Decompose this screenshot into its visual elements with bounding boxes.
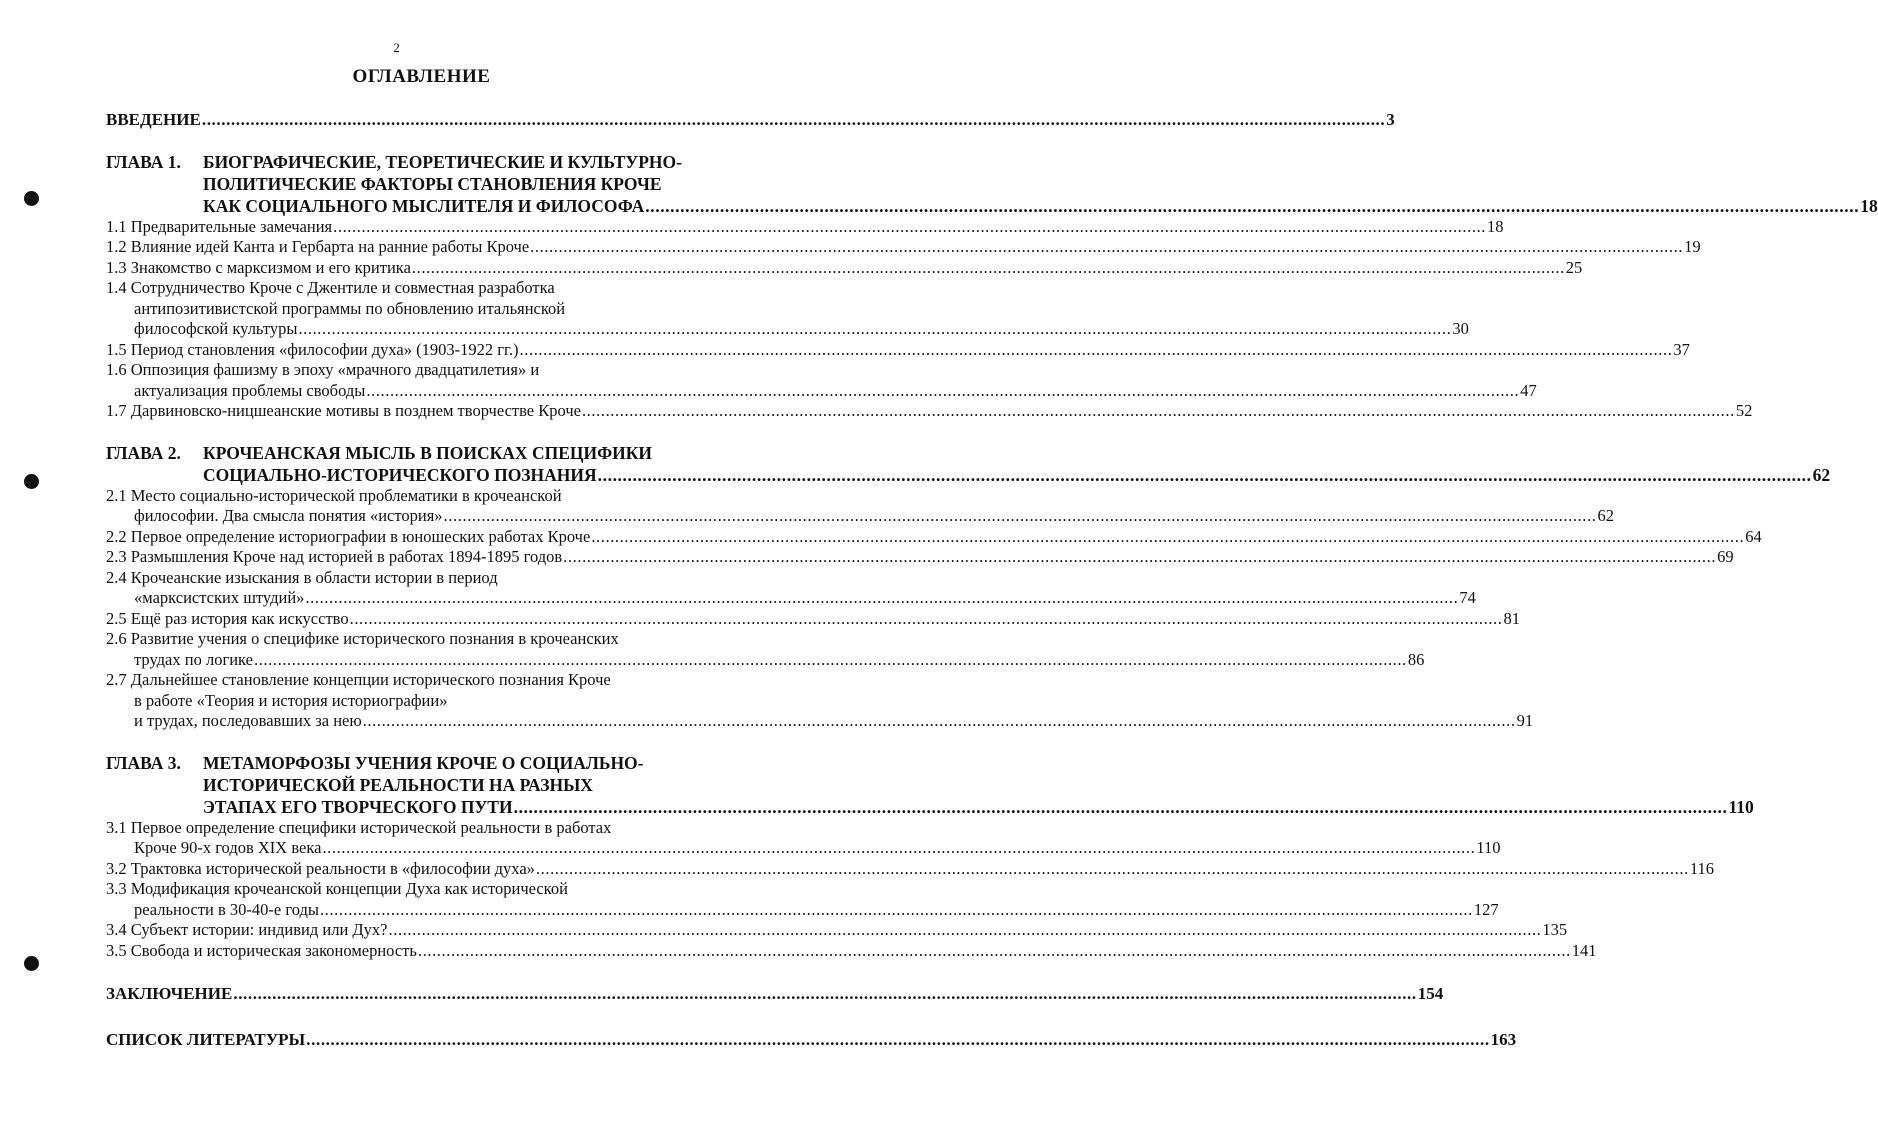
toc-entry-section-continued[interactable] bbox=[106, 506, 1614, 527]
table-of-contents bbox=[106, 110, 1878, 1051]
section-page: 19 bbox=[1684, 237, 1701, 256]
section-title: в работе «Теория и история историографии» bbox=[134, 690, 448, 710]
leader-dots bbox=[520, 340, 1673, 361]
toc-entry-section[interactable] bbox=[106, 629, 734, 650]
leader-dots bbox=[320, 900, 1473, 921]
leader-dots bbox=[563, 547, 1716, 568]
section-title: 1.1 Предварительные замечания bbox=[106, 216, 333, 236]
leader-dots bbox=[202, 110, 1385, 131]
chapter-page: 18 bbox=[1860, 195, 1878, 216]
chapter-heading[interactable] bbox=[106, 752, 1754, 818]
leader-dots bbox=[536, 859, 1689, 880]
toc-entry-section-continued[interactable] bbox=[106, 380, 1537, 402]
toc-entry-page: 163 bbox=[1490, 1030, 1517, 1049]
toc-entry-section-continued[interactable] bbox=[106, 649, 1425, 671]
section-title: 1.7 Дарвиновско-ницшеанские мотивы в позднем творчестве Кроче bbox=[106, 401, 581, 420]
toc-entry-section[interactable] bbox=[106, 858, 1714, 880]
section-title: 3.3 Модификация крочеанской концепции Духа как исторической bbox=[106, 879, 568, 898]
section-page: 37 bbox=[1673, 339, 1690, 359]
toc-entry-section[interactable] bbox=[106, 920, 1568, 941]
section-title: философии. Два смысла понятия «история» bbox=[134, 506, 443, 525]
section-title: трудах по логике bbox=[134, 649, 253, 669]
leader-dots bbox=[233, 983, 1416, 1005]
toc-entry-label: СПИСОК ЛИТЕРАТУРЫ bbox=[106, 1030, 306, 1049]
chapter-title-line: ЭТАПАХ ЕГО ТВОРЧЕСКОГО ПУТИ bbox=[203, 796, 513, 817]
section-title: 2.5 Ещё раз история как искусство bbox=[106, 608, 349, 628]
chapter-page: 110 bbox=[1728, 796, 1754, 817]
toc-entry-section-continued[interactable] bbox=[106, 899, 1499, 921]
section-title: 2.1 Место социально-исторической проблематики в крочеанской bbox=[106, 485, 562, 505]
section-page: 81 bbox=[1503, 608, 1520, 628]
toc-entry-section[interactable] bbox=[106, 547, 1734, 568]
leader-dots bbox=[254, 650, 1407, 671]
toc-chapter bbox=[106, 752, 1754, 962]
leader-dots bbox=[412, 258, 1565, 279]
section-title: актуализация проблемы свободы bbox=[134, 380, 366, 400]
toc-entry-section[interactable] bbox=[106, 879, 734, 900]
section-page: 30 bbox=[1452, 319, 1469, 338]
section-page: 69 bbox=[1717, 547, 1734, 566]
toc-entry-section-continued[interactable] bbox=[106, 588, 1476, 609]
toc-entry-section[interactable] bbox=[106, 360, 734, 381]
toc-entry-section[interactable] bbox=[106, 216, 1504, 238]
chapter-page: 62 bbox=[1812, 464, 1831, 485]
binder-hole-mark bbox=[24, 956, 39, 971]
section-title: 2.7 Дальнейшее становление концепции исторического познания Кроче bbox=[106, 670, 611, 689]
toc-entry-conclusion[interactable] bbox=[106, 983, 1444, 1005]
leader-dots bbox=[514, 796, 1728, 818]
toc-chapter bbox=[106, 151, 1878, 422]
leader-dots bbox=[305, 588, 1458, 609]
toc-entry-bibliography[interactable] bbox=[106, 1029, 1517, 1051]
toc-entry-section[interactable] bbox=[106, 940, 1597, 962]
section-page: 25 bbox=[1565, 257, 1583, 277]
section-title: философской культуры bbox=[134, 319, 298, 338]
section-title: 1.4 Сотрудничество Кроче с Джентиле и совместная разработка bbox=[106, 278, 555, 297]
section-title: 1.6 Оппозиция фашизму в эпоху «мрачного двадцатилетия» и bbox=[106, 360, 540, 379]
section-title: 1.5 Период становления «философии духа» (1903-1922 гг.) bbox=[106, 339, 519, 359]
section-title: 1.3 Знакомство с марксизмом и его критика bbox=[106, 257, 411, 277]
chapter-title-line: БИОГРАФИЧЕСКИЕ, ТЕОРЕТИЧЕСКИЕ И КУЛЬТУРНО- bbox=[203, 151, 682, 172]
toc-entry-section[interactable] bbox=[106, 526, 1762, 548]
chapter-title-line: ПОЛИТИЧЕСКИЕ ФАКТОРЫ СТАНОВЛЕНИЯ КРОЧЕ bbox=[203, 173, 662, 194]
toc-entry-label: ВВЕДЕНИЕ bbox=[106, 110, 201, 129]
leader-dots bbox=[598, 464, 1812, 486]
toc-entry-section-continued[interactable] bbox=[106, 711, 1534, 732]
section-title: Кроче 90-х годов XIX века bbox=[134, 838, 322, 857]
section-title: 3.1 Первое определение специфики исторической реальности в работах bbox=[106, 817, 612, 837]
section-page: 64 bbox=[1745, 526, 1762, 546]
leader-dots bbox=[298, 319, 1451, 340]
toc-entry-section[interactable] bbox=[106, 401, 1753, 422]
leader-dots bbox=[366, 381, 1519, 402]
section-title: 2.3 Размышления Кроче над историей в работах 1894-1895 годов bbox=[106, 547, 563, 566]
section-page: 62 bbox=[1597, 506, 1614, 525]
toc-entry-section[interactable] bbox=[106, 257, 1583, 279]
section-page: 86 bbox=[1407, 649, 1425, 669]
chapter-number: ГЛАВА 1. bbox=[106, 151, 181, 172]
chapter-title-line: КРОЧЕАНСКАЯ МЫСЛЬ В ПОИСКАХ СПЕЦИФИКИ bbox=[203, 442, 653, 463]
section-page: 141 bbox=[1571, 940, 1597, 960]
page-number: 2 bbox=[393, 40, 400, 55]
section-title: антипозитивистской программы по обновлению итальянской bbox=[134, 298, 566, 318]
toc-entry-section[interactable] bbox=[106, 486, 734, 507]
section-title: «марксистских штудий» bbox=[134, 588, 305, 607]
leader-dots bbox=[530, 237, 1683, 258]
toc-entry-introduction[interactable] bbox=[106, 110, 1395, 131]
section-page: 135 bbox=[1542, 920, 1568, 939]
section-page: 18 bbox=[1487, 216, 1504, 236]
toc-entry-section-continued[interactable] bbox=[106, 299, 734, 320]
leader-dots bbox=[306, 1029, 1489, 1051]
toc-entry-section[interactable] bbox=[106, 339, 1690, 361]
chapter-number: ГЛАВА 3. bbox=[106, 752, 181, 773]
toc-entry-page: 154 bbox=[1417, 984, 1444, 1003]
toc-entry-section[interactable] bbox=[106, 237, 1701, 258]
toc-chapter bbox=[106, 442, 1831, 732]
section-title: 2.2 Первое определение историографии в юношеских работах Кроче bbox=[106, 526, 591, 546]
toc-entry-section[interactable] bbox=[106, 278, 734, 299]
binder-hole-mark bbox=[24, 474, 39, 489]
toc-entry-section-continued[interactable] bbox=[106, 838, 1501, 859]
leader-dots bbox=[350, 609, 1503, 630]
section-page: 52 bbox=[1735, 401, 1753, 420]
page-title: ОГЛАВЛЕНИЕ bbox=[352, 66, 491, 87]
chapter-heading[interactable] bbox=[106, 151, 1878, 217]
toc-entry-section-continued[interactable] bbox=[106, 691, 734, 712]
toc-entry-section[interactable] bbox=[106, 608, 1520, 630]
leader-dots bbox=[333, 217, 1486, 238]
leader-dots bbox=[389, 920, 1542, 941]
toc-entry-section[interactable] bbox=[106, 670, 734, 691]
section-page: 127 bbox=[1473, 899, 1499, 919]
leader-dots bbox=[444, 506, 1597, 527]
section-title: и трудах, последовавших за нею bbox=[134, 711, 362, 730]
toc-end-sections bbox=[106, 983, 1517, 1051]
section-page: 47 bbox=[1520, 380, 1537, 400]
chapter-number: ГЛАВА 2. bbox=[106, 442, 181, 463]
chapter-title-line: ИСТОРИЧЕСКОЙ РЕАЛЬНОСТИ НА РАЗНЫХ bbox=[203, 774, 593, 795]
toc-entry-label: ЗАКЛЮЧЕНИЕ bbox=[106, 984, 233, 1003]
leader-dots bbox=[322, 838, 1475, 859]
section-title: 3.4 Субъект истории: индивид или Дух? bbox=[106, 920, 388, 939]
section-title: 3.5 Свобода и историческая закономерность bbox=[106, 940, 417, 960]
chapter-heading[interactable] bbox=[106, 442, 1831, 486]
toc-entry-section[interactable] bbox=[106, 568, 734, 589]
section-page: 91 bbox=[1516, 711, 1534, 730]
section-title: реальности в 30-40-е годы bbox=[134, 899, 319, 919]
chapter-title-line: МЕТАМОРФОЗЫ УЧЕНИЯ КРОЧЕ О СОЦИАЛЬНО- bbox=[203, 752, 644, 773]
section-title: 1.2 Влияние идей Канта и Гербарта на ранние работы Кроче bbox=[106, 237, 530, 256]
leader-dots bbox=[591, 527, 1744, 548]
toc-entry-section[interactable] bbox=[106, 818, 734, 839]
leader-dots bbox=[418, 941, 1571, 962]
toc-entry-page: 3 bbox=[1386, 110, 1395, 129]
chapter-title-line: КАК СОЦИАЛЬНОГО МЫСЛИТЕЛЯ И ФИЛОСОФА bbox=[203, 195, 645, 216]
binder-hole-mark bbox=[24, 191, 39, 206]
leader-dots bbox=[582, 401, 1735, 422]
chapter-title-line: СОЦИАЛЬНО-ИСТОРИЧЕСКОГО ПОЗНАНИЯ bbox=[203, 464, 597, 485]
leader-dots bbox=[645, 195, 1859, 217]
section-title: 2.6 Развитие учения о специфике исторического познания в крочеанских bbox=[106, 629, 619, 648]
section-page: 74 bbox=[1459, 588, 1476, 607]
section-title: 2.4 Крочеанские изыскания в области истории в период bbox=[106, 567, 498, 587]
leader-dots bbox=[363, 711, 1516, 732]
section-page: 110 bbox=[1476, 838, 1501, 857]
section-page: 116 bbox=[1689, 858, 1714, 878]
toc-entry-section-continued[interactable] bbox=[106, 319, 1469, 340]
section-title: 3.2 Трактовка исторической реальности в «философии духа» bbox=[106, 858, 535, 878]
